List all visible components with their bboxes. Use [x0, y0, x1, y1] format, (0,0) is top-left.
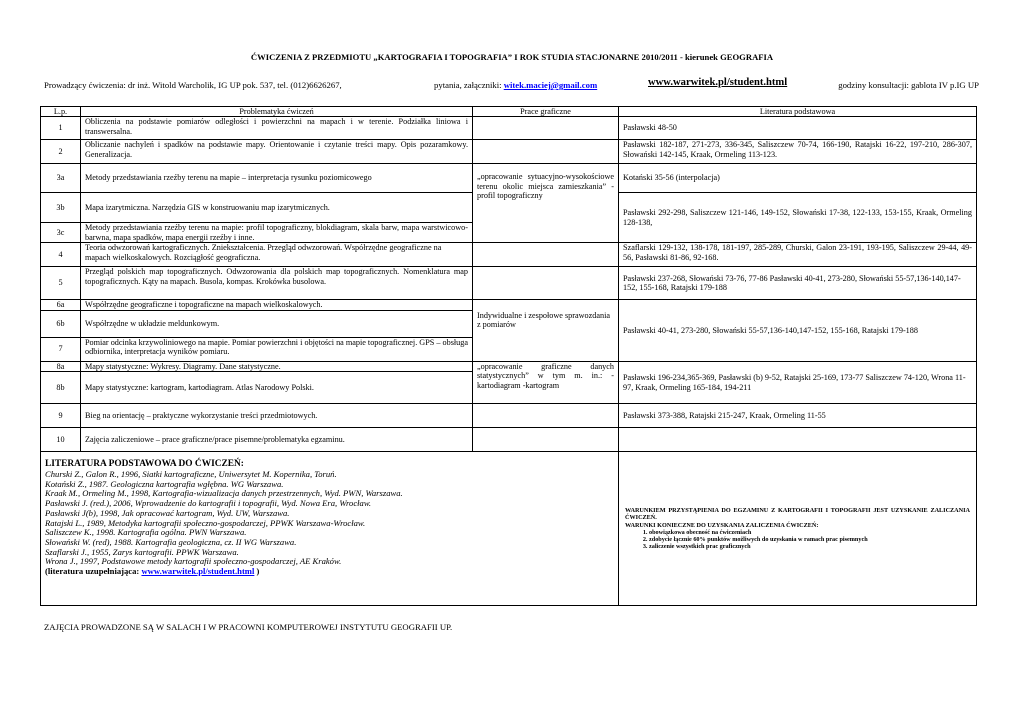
row-topic: Współrzędne geograficzne i topograficzne na mapach wielkoskalowych.	[81, 300, 473, 311]
graphics-assignment-statistics: „opracowanie graficzne danych statystycznych” w tym m. in.: -kartodiagram -kartogram	[473, 361, 619, 404]
table-row	[41, 164, 977, 193]
row-topic: Pomiar odcinka krzywoliniowego na mapie. Pomiar powierzchni i objętości na mapie topograficznej. GPS – obsługa odbiornika, interpretacja wyników pomiaru.	[81, 337, 473, 361]
row-literature: Pasławski 237-268, Słowański 73-76, 77-86 Pasławski 40-41, 273-280, Słowański 55-57,136-140,147-152, 155-168, Ratajski 179-188	[619, 267, 977, 300]
row-graphics	[473, 404, 619, 428]
supplementary-literature	[45, 567, 614, 577]
row-number: 3a	[41, 164, 81, 193]
row-topic: Teoria odwzorowań kartograficznych. Zniekształcenia. Przegląd odwzorowań. Współrzędne geograficzne na mapach wielkoskalowych. Rozciągłość geograficzna.	[81, 243, 473, 267]
row-number: 6a	[41, 300, 81, 311]
list-item: 3. zaliczenie wszystkich prac graficznych	[649, 543, 970, 550]
row-topic: Obliczanie nachyleń i spadków na podstawie mapy. Orientowanie i czytanie treści mapy. Opis pozaramkowy. Generalizacja.	[81, 140, 473, 164]
row-graphics	[473, 267, 619, 300]
table-row	[41, 243, 977, 267]
row-literature: Kotański 35-56 (interpolacja)	[619, 164, 977, 193]
table-row	[41, 117, 977, 140]
row-number: 8b	[41, 372, 81, 404]
exam-conditions	[619, 452, 977, 606]
exam-condition-list	[625, 529, 970, 551]
bibliography-heading: LITERATURA PODSTAWOWA DO ĆWICZEŃ:	[45, 459, 244, 470]
table-row	[41, 428, 977, 452]
consultation-hours: godziny konsultacji: gablota IV p.IG UP	[838, 80, 979, 90]
row-topic: Mapy statystyczne: kartogram, kartodiagram. Atlas Narodowy Polski.	[81, 372, 473, 404]
row-topic: Bieg na orientację – praktyczne wykorzystanie treści przedmiotowych.	[81, 404, 473, 428]
row-number: 6b	[41, 310, 81, 337]
row-number: 8a	[41, 361, 81, 372]
supplementary-label: (literatura uzupełniająca:	[45, 566, 142, 577]
graphics-assignment-terrain: „opracowanie sytuacyjno-wysokościowe terenu okolic miejsca zamieszkania” - profil topograficzny	[473, 164, 619, 243]
table-row	[41, 267, 977, 300]
row-topic: Zajęcia zaliczeniowe – prace graficzne/prace pisemne/problematyka egzaminu.	[81, 428, 473, 452]
document-title: ĆWICZENIA Z PRZEDMIOTU „KARTOGRAFIA I TOPOGRAFIA” I ROK STUDIA STACJONARNE 2010/2011 - kierunek GEOGRAFIA	[250, 52, 774, 62]
row-number: 1	[41, 117, 81, 140]
row-number: 7	[41, 337, 81, 361]
row-literature: Pasławski 373-388, Ratajski 215-247, Kraak, Ormeling 11-55	[619, 404, 977, 428]
row-literature: Szaflarski 129-132, 138-178, 181-197, 285-289, Churski, Galon 23-191, 193-195, Saliszczew 29-44, 49-56, Pasławski 81-86, 92-168.	[619, 243, 977, 267]
row-literature: Pasławski 292-298, Saliszczew 121-146, 149-152, Słowański 17-38, 122-133, 153-155, Kraak, Ormeling 128-138,	[619, 193, 977, 243]
table-row	[41, 140, 977, 164]
list-item: 1. obowiązkowa obecność na ćwiczeniach	[649, 529, 970, 536]
bibliography-item: Pasławski J(b), 1998, Jak opracować kartogram, Wyd. UW, Warszawa.	[45, 507, 290, 518]
header-lp: L.p.	[41, 107, 81, 117]
row-literature: Pasławski 196-234,365-369, Pasławski (b) 9-52, Ratajski 25-169, 173-77 Saliszczew 74-120, Wrona 11-97, Kraak, Ormeling 165-184, 194-211	[619, 361, 977, 404]
course-table	[40, 106, 977, 606]
row-topic: Mapy statystyczne: Wykresy. Diagramy. Dane statystyczne.	[81, 361, 473, 372]
row-graphics	[473, 117, 619, 140]
bibliography-item: Kotański Z., 1987. Geologiczna kartografia wgłębna. WG Warszawa.	[45, 478, 284, 489]
header-literature: Literatura podstawowa	[619, 107, 977, 117]
questions-info	[434, 80, 597, 90]
bibliography-item: Saliszczew K., 1998. Kartografia ogólna. PWN Warszawa.	[45, 527, 247, 538]
row-topic: Współrzędne w układzie meldunkowym.	[81, 310, 473, 337]
bibliography-row	[41, 452, 977, 606]
bibliography-item: Wrona J., 1997, Podstawowe metody kartografii społeczno-gospodarczej, AE Kraków.	[45, 556, 342, 567]
table-row	[41, 300, 977, 311]
table-row	[41, 361, 977, 372]
table-row	[41, 404, 977, 428]
row-literature: Pasławski 48-50	[619, 117, 977, 140]
bibliography-item: Kraak M., Ormeling M., 1998, Kartografia-wizualizacja danych przestrzennych, Wyd. PWN, Warszawa.	[45, 488, 403, 499]
email-link[interactable]: witek.maciej@gmail.com	[503, 80, 598, 90]
instructor-info: Prowadzący ćwiczenia: dr inż. Witold Warcholik, IG UP pok. 537, tel. (012)6626267,	[44, 80, 342, 90]
row-topic: Metody przedstawiania rzeźby terenu na mapie: profil topograficzny, blokdiagram, skala barw, mapa warstwicowo-barwna, mapa spadków, mapa energii rzeźby i inne.	[81, 223, 473, 243]
bibliography-item: Szaflarski J., 1955, Zarys kartografii. PPWK Warszawa.	[45, 546, 239, 557]
row-number: 9	[41, 404, 81, 428]
supplementary-close: )	[254, 566, 260, 577]
bibliography-section	[41, 452, 619, 606]
row-topic: Mapa izarytmiczna. Narzędzia GIS w konstruowaniu map izarytmicznych.	[81, 193, 473, 223]
row-literature: Pasławski 182-187, 271-273, 336-345, Saliszczew 70-74, 166-190, Ratajski 16-22, 197-210, 286-307, Słowański 142-145, Kraak, Ormeling 113-123.	[619, 140, 977, 164]
exam-condition-main: WARUNKIEM PRZYSTĄPIENIA DO EGZAMINU Z KARTOGRAFII I TOPOGRAFII JEST UZYSKANIE ZALICZANIA ĆWICZEŃ.	[625, 507, 970, 522]
row-literature: Pasławski 40-41, 273-280, Słowański 55-57,136-140,147-152, 155-168, Ratajski 179-188	[619, 300, 977, 362]
bibliography-item: Słowański W. (red), 1988. Kartografia geologiczna, cz. II WG Warszawa.	[45, 537, 297, 547]
row-number: 2	[41, 140, 81, 164]
row-topic: Przegląd polskich map topograficznych. Odwzorowania dla polskich map topograficznych. Nomenklatura map topograficznych. Kąty na mapach. Busola, kompas. Krokówka busolowa.	[81, 267, 473, 300]
supplementary-link[interactable]: www.warwitek.pl/student.html	[141, 566, 255, 577]
row-number: 10	[41, 428, 81, 452]
bibliography-item: Ratajski L., 1989, Metodyka kartografii społeczno-gospodarczej, PPWK Warszawa-Wrocław.	[45, 517, 366, 528]
bibliography-item: Churski Z., Galon R., 1996, Siatki kartograficzne, Uniwersytet M. Kopernika, Toruń.	[45, 469, 337, 480]
row-graphics	[473, 243, 619, 267]
header-graphics: Prace graficzne	[473, 107, 619, 117]
row-literature	[619, 428, 977, 452]
row-number: 4	[41, 243, 81, 267]
footer-note: ZAJĘCIA PROWADZONE SĄ W SALACH I W PRACOWNI KOMPUTEROWEJ INSTYTUTU GEOGRAFII UP.	[44, 622, 453, 632]
row-graphics	[473, 428, 619, 452]
table-header-row	[41, 107, 977, 117]
bibliography-item: Pasławski J. (red.), 2006, Wprowadzenie do kartografii i topografii, Wyd. Nowa Era, Wrocław.	[45, 498, 372, 509]
row-graphics	[473, 140, 619, 164]
row-topic: Obliczenia na podstawie pomiarów odległości i powierzchni na mapach i w terenie. Podziałka liniowa i transwersalna.	[81, 117, 473, 140]
exam-condition-sub: WARUNKI KONIECZNE DO UZYSKANIA ZALICZENIA ĆWICZEŃ:	[625, 521, 819, 529]
website-link[interactable]: www.warwitek.pl/student.html	[648, 77, 788, 88]
questions-label: pytania, załączniki:	[434, 80, 504, 90]
list-item: 2. zdobycie łącznie 60% punktów możliwych do uzyskania w ramach prac pisemnych	[649, 536, 970, 543]
header-topic: Problematyka ćwiczeń	[81, 107, 473, 117]
row-number: 3b	[41, 193, 81, 223]
row-number: 3c	[41, 223, 81, 243]
row-topic: Metody przedstawiania rzeźby terenu na mapie – interpretacja rysunku poziomicowego	[81, 164, 473, 193]
row-number: 5	[41, 267, 81, 300]
header-info	[44, 79, 979, 93]
graphics-assignment-reports: Indywidualne i zespołowe sprawozdania z pomiarów	[473, 300, 619, 362]
